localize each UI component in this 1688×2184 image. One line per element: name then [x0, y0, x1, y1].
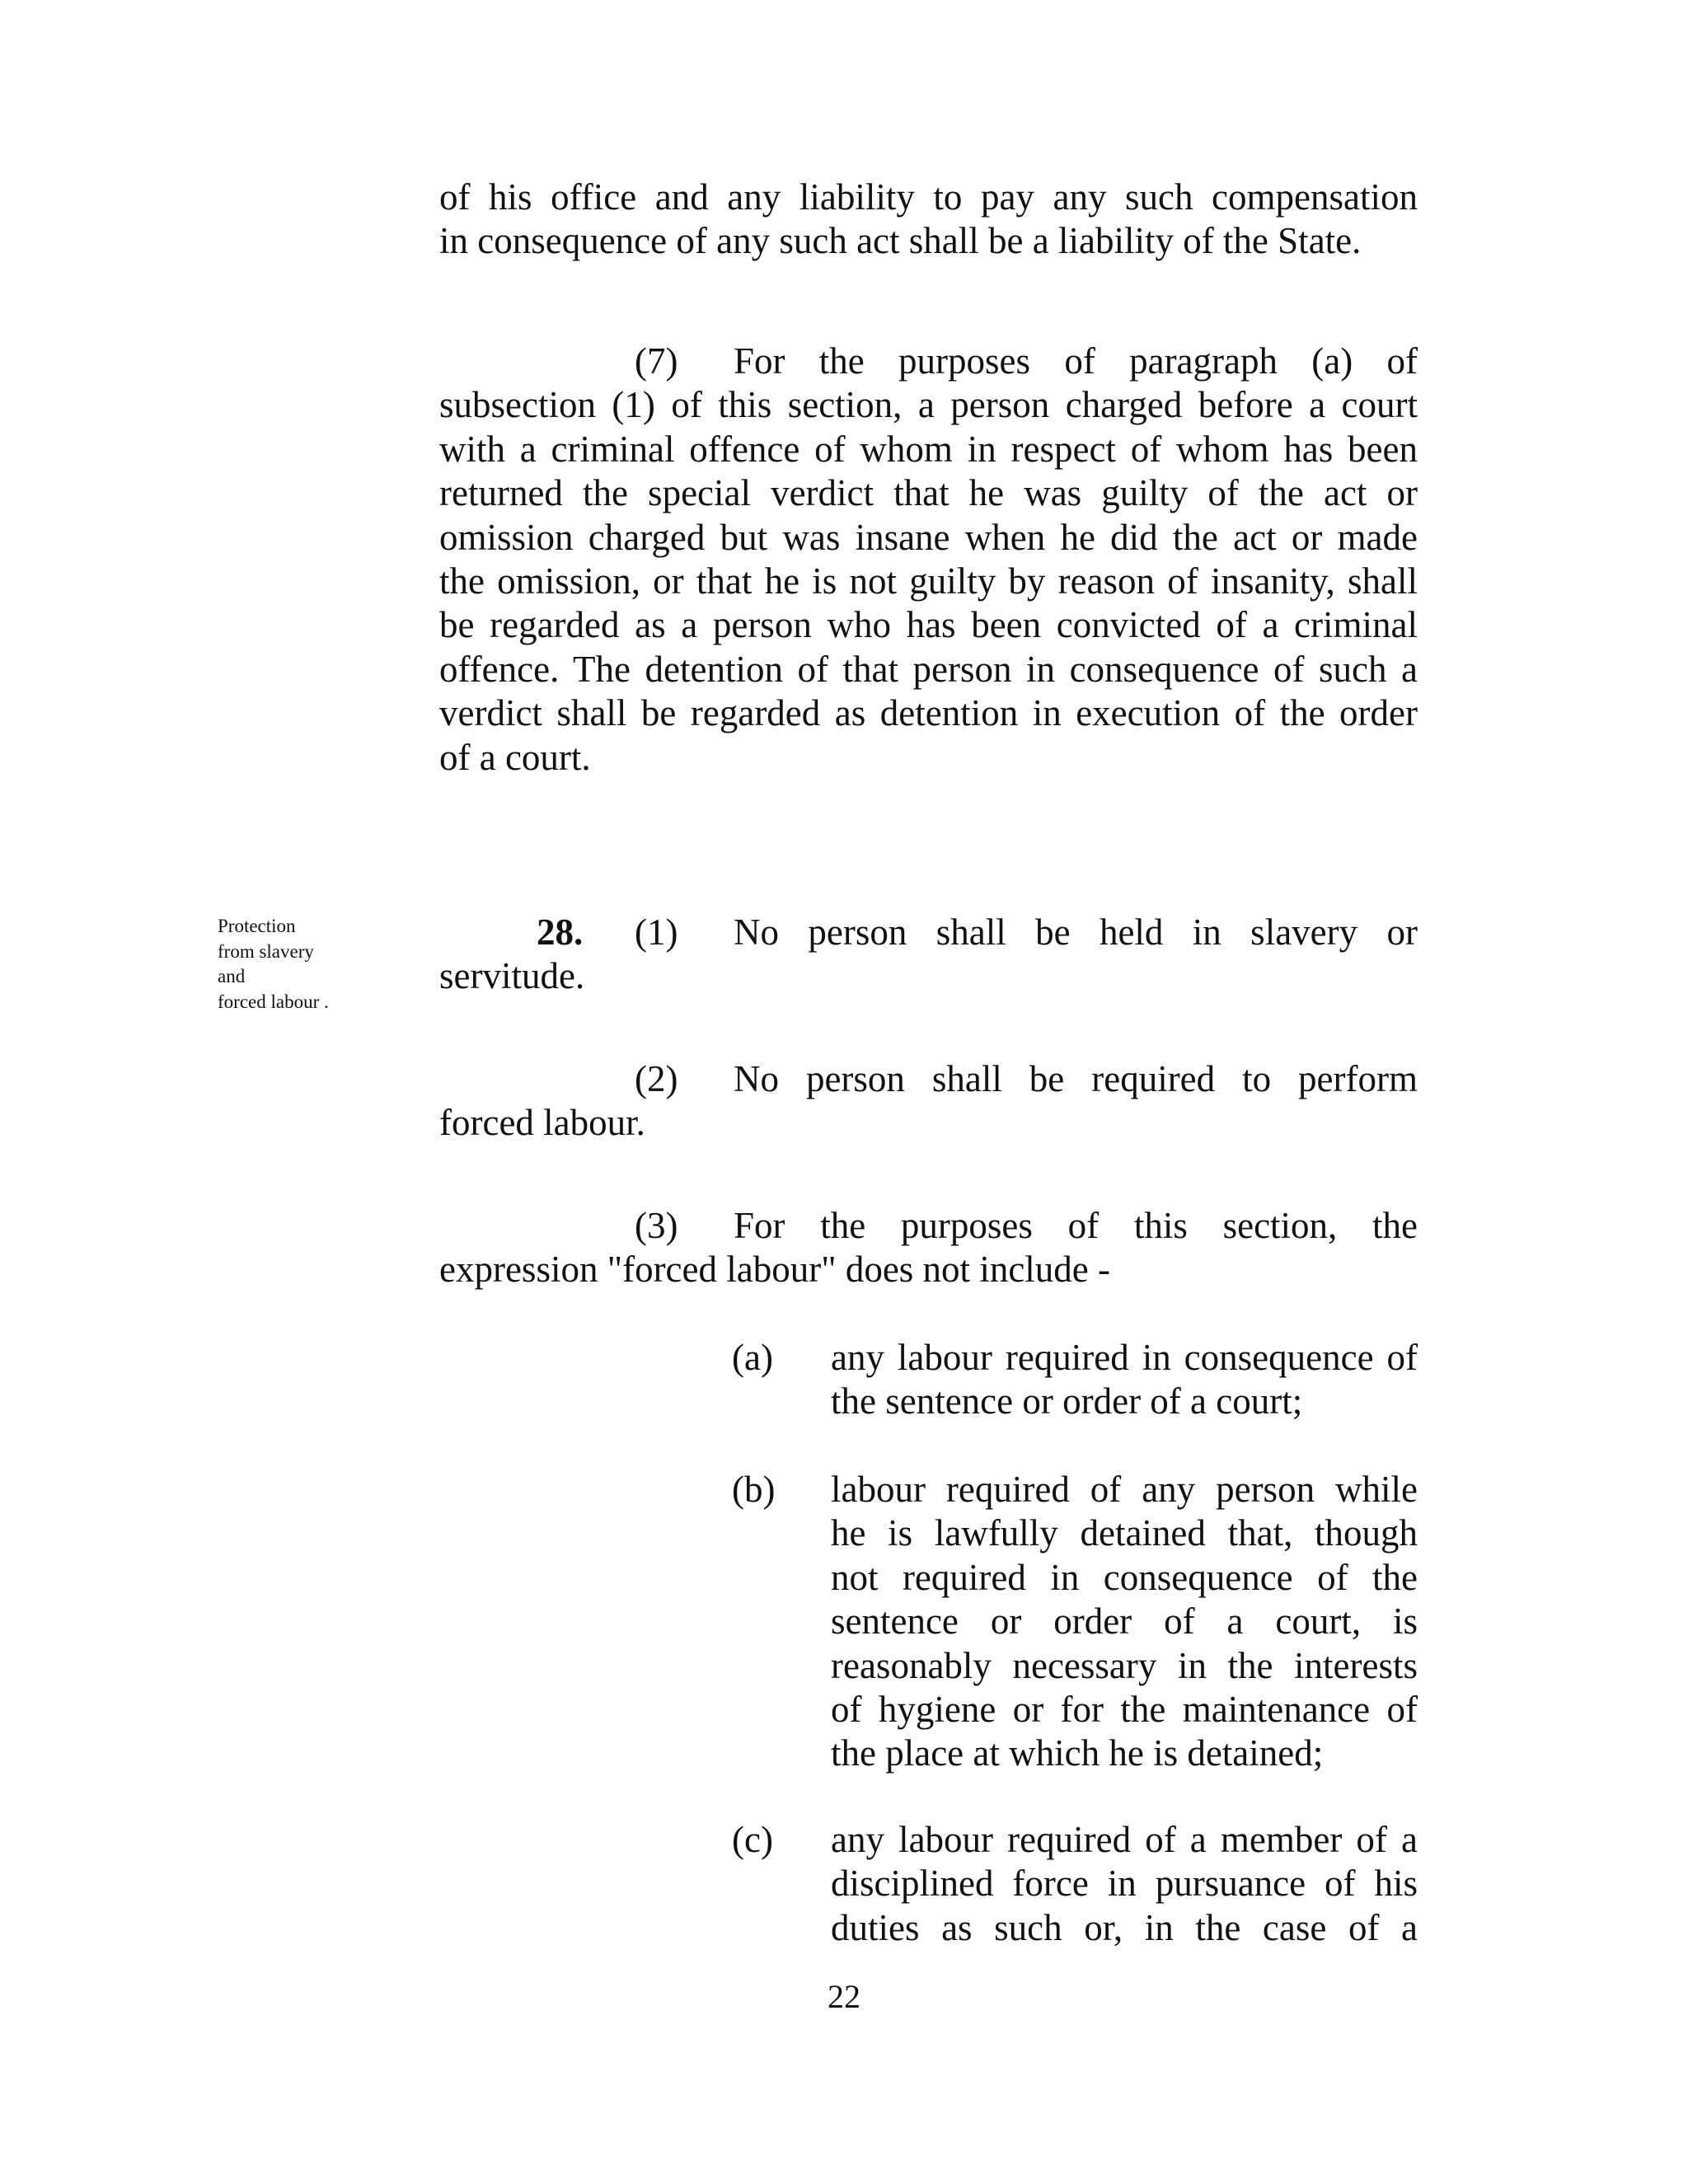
text-line: reasonably necessary in the interests	[831, 1644, 1418, 1686]
section-28-subsection-1	[439, 911, 1418, 999]
text-line: the omission, or that he is not guilty by reason of insanity, shall	[439, 560, 1418, 602]
item-body	[831, 1818, 1418, 1950]
text-line: No person shall be required to perform	[734, 1058, 1418, 1099]
subsection-number: (7)	[635, 340, 678, 382]
text-line: expression "forced labour" does not include -	[439, 1249, 1110, 1291]
text-line: disciplined force in pursuance of his	[831, 1863, 1418, 1905]
text-line: the place at which he is detained;	[831, 1732, 1324, 1774]
text-line: forced labour.	[439, 1102, 645, 1144]
page-number: 22	[828, 1978, 860, 2015]
text-line: returned the special verdict that he was guilty of the act or	[439, 472, 1418, 514]
text-line: offence. The detention of that person in consequence of such a	[439, 648, 1418, 690]
text-line: the sentence or order of a court;	[831, 1380, 1303, 1422]
text-line: be regarded as a person who has been convicted of a criminal	[439, 604, 1418, 646]
text-line: labour required of any person while	[831, 1469, 1418, 1510]
text-line: he is lawfully detained that, though	[831, 1512, 1418, 1554]
text-line: of hygiene or for the maintenance of	[831, 1689, 1418, 1731]
text-line: For the purposes of this section, the	[734, 1205, 1418, 1246]
subsection-number: (3)	[635, 1205, 678, 1246]
text-line: duties as such or, in the case of a	[831, 1906, 1418, 1948]
item-body	[831, 1336, 1418, 1424]
subsection-first-line	[439, 911, 1418, 954]
text-line: verdict shall be regarded as detention in execution of the order	[439, 692, 1418, 734]
text-line: any labour required of a member of a	[831, 1819, 1418, 1860]
item-body	[831, 1468, 1418, 1776]
text-line: servitude.	[439, 955, 585, 997]
section-28-subsection-3	[439, 1204, 1418, 1292]
margin-note-line: and	[218, 966, 246, 987]
margin-note-line: forced labour .	[218, 991, 329, 1012]
text-line: of a court.	[439, 736, 591, 778]
subsection-first-line	[439, 1057, 1418, 1101]
margin-note-line: Protection	[218, 916, 296, 936]
section-28-subsection-2	[439, 1057, 1418, 1146]
text-line: sentence or order of a court, is	[831, 1601, 1418, 1643]
item-label: (b)	[732, 1469, 776, 1510]
text-line: For the purposes of paragraph (a) of	[734, 340, 1418, 382]
text-line: subsection (1) of this section, a person charged before a court	[439, 384, 1418, 426]
continuation-paragraph	[439, 176, 1418, 264]
subsection-first-line	[439, 1204, 1418, 1248]
text-line: No person shall be held in slavery or	[734, 912, 1418, 953]
section-number: 28.	[537, 912, 584, 953]
subsection-number: (2)	[635, 1058, 678, 1099]
item-label: (c)	[732, 1819, 773, 1860]
subsection-first-line	[439, 340, 1418, 383]
text-line: omission charged but was insane when he did the act or made	[439, 516, 1418, 558]
text-line: with a criminal offence of whom in respect of whom has been	[439, 428, 1418, 470]
margin-note-line: from slavery	[218, 940, 314, 962]
margin-note	[218, 914, 382, 1015]
text-line: in consequence of any such act shall be a liability of the State.	[439, 220, 1362, 262]
text-line: not required in consequence of the	[831, 1556, 1418, 1598]
item-label: (a)	[732, 1337, 773, 1378]
text-line: any labour required in consequence of	[831, 1337, 1418, 1378]
text-line: of his office and any liability to pay any such compensation	[439, 176, 1418, 218]
subsection-number: (1)	[635, 912, 678, 953]
subsection-7	[439, 340, 1418, 780]
